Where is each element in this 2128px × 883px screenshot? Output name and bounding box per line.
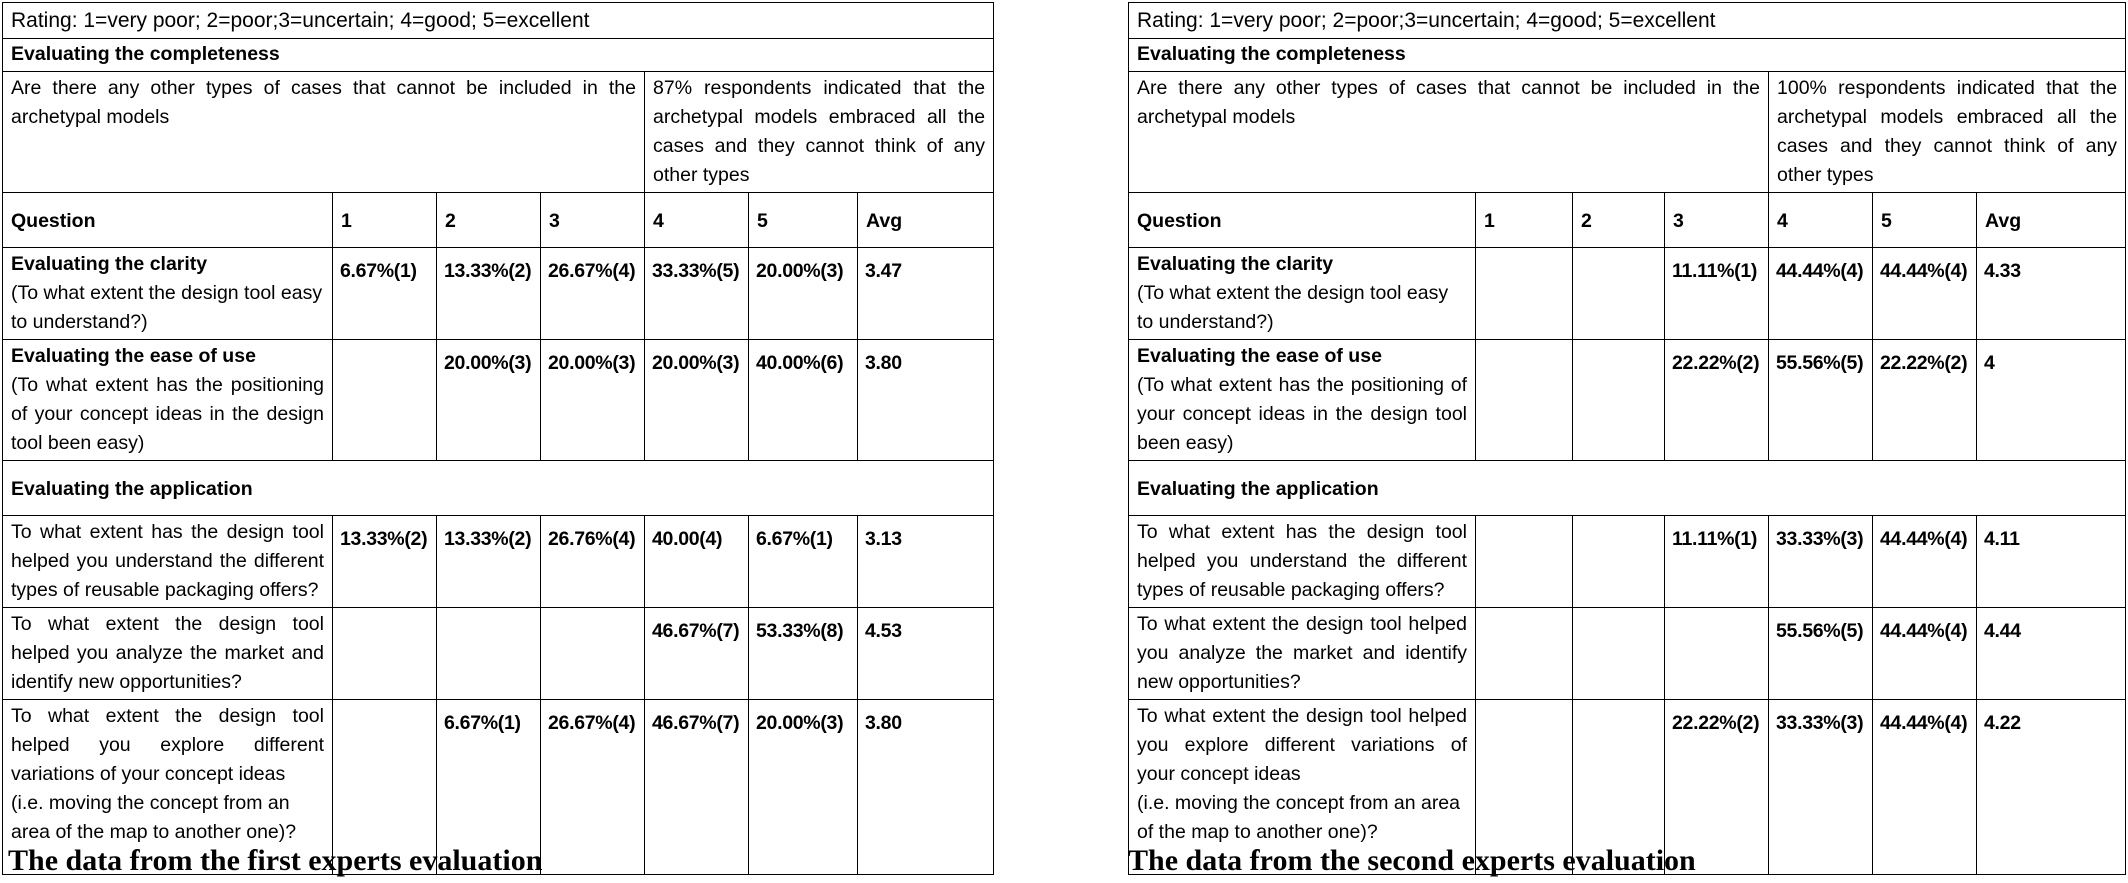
- app-q2-value-3: [1665, 608, 1769, 700]
- column-header-2: 2: [437, 193, 541, 248]
- app-q3-value-5: 44.44%(4): [1873, 700, 1977, 875]
- app-q3-value-4: 46.67%(7): [645, 700, 749, 875]
- app-q2-value-2: [437, 608, 541, 700]
- evaluation-table-second: [1128, 2, 2125, 875]
- app-question-3-note: (i.e. moving the concept from an area of the map to another one)?: [11, 792, 297, 843]
- column-header-avg: Avg: [1977, 193, 2126, 248]
- completeness-question: Are there any other types of cases that cannot be included in the archetypal models: [3, 72, 645, 193]
- app-q1-value-1: [1476, 516, 1573, 608]
- app-q3-avg: 3.80: [858, 700, 994, 875]
- results-table: [2, 2, 994, 875]
- column-header-5: 5: [749, 193, 858, 248]
- application-heading: Evaluating the application: [1129, 461, 2126, 516]
- rating-scale: Rating: 1=very poor; 2=poor;3=uncertain; 4=good; 5=excellent: [3, 3, 994, 39]
- clarity-value-5: 44.44%(4): [1873, 248, 1977, 340]
- question-cell: [3, 340, 333, 461]
- table-caption: The data from the second experts evaluation: [1128, 844, 1696, 877]
- column-header-1: 1: [1476, 193, 1573, 248]
- column-header-1: 1: [333, 193, 437, 248]
- ease-value-2: [1573, 340, 1665, 461]
- completeness-answer: 87% respondents indicated that the archetypal models embraced all the cases and they cannot think of any other types: [645, 72, 994, 193]
- app-q3-value-4: 33.33%(3): [1769, 700, 1873, 875]
- app-q2-value-4: 46.67%(7): [645, 608, 749, 700]
- app-q2-value-5: 44.44%(4): [1873, 608, 1977, 700]
- column-header-question: Question: [1129, 193, 1476, 248]
- column-header-5: 5: [1873, 193, 1977, 248]
- question-cell: [1129, 340, 1476, 461]
- app-q2-value-3: [541, 608, 645, 700]
- app-q2-value-1: [1476, 608, 1573, 700]
- results-table: [1128, 2, 2126, 875]
- column-header-3: 3: [541, 193, 645, 248]
- application-heading: Evaluating the application: [3, 461, 994, 516]
- clarity-title: Evaluating the clarity: [11, 253, 208, 275]
- clarity-value-1: [1476, 248, 1573, 340]
- column-header-3: 3: [1665, 193, 1769, 248]
- ease-value-5: 40.00%(6): [749, 340, 858, 461]
- ease-title: Evaluating the ease of use: [1137, 345, 1382, 367]
- app-q1-avg: 3.13: [858, 516, 994, 608]
- app-q1-value-3: 11.11%(1): [1665, 516, 1769, 608]
- ease-value-1: [1476, 340, 1573, 461]
- question-cell: [3, 248, 333, 340]
- app-q2-avg: 4.44: [1977, 608, 2126, 700]
- ease-avg: 4: [1977, 340, 2126, 461]
- app-q1-value-4: 33.33%(3): [1769, 516, 1873, 608]
- ease-value-2: 20.00%(3): [437, 340, 541, 461]
- clarity-value-5: 20.00%(3): [749, 248, 858, 340]
- completeness-heading: Evaluating the completeness: [1129, 39, 2126, 72]
- app-q3-value-5: 20.00%(3): [749, 700, 858, 875]
- app-q1-value-5: 44.44%(4): [1873, 516, 1977, 608]
- ease-value-4: 20.00%(3): [645, 340, 749, 461]
- table-caption: The data from the first experts evaluation: [8, 844, 543, 877]
- ease-note: (To what extent has the positioning of your concept ideas in the design tool been easy): [1137, 374, 1467, 454]
- clarity-title: Evaluating the clarity: [1137, 253, 1334, 275]
- column-header-question: Question: [3, 193, 333, 248]
- app-q1-value-2: [1573, 516, 1665, 608]
- clarity-value-3: 26.67%(4): [541, 248, 645, 340]
- clarity-value-1: 6.67%(1): [333, 248, 437, 340]
- completeness-heading: Evaluating the completeness: [3, 39, 994, 72]
- app-q2-value-4: 55.56%(5): [1769, 608, 1873, 700]
- question-cell: [1129, 248, 1476, 340]
- clarity-avg: 3.47: [858, 248, 994, 340]
- ease-avg: 3.80: [858, 340, 994, 461]
- clarity-note: (To what extent the design tool easy to understand?): [1137, 282, 1449, 333]
- column-header-4: 4: [645, 193, 749, 248]
- app-q2-value-1: [333, 608, 437, 700]
- ease-value-1: [333, 340, 437, 461]
- app-q3-avg: 4.22: [1977, 700, 2126, 875]
- ease-value-3: 22.22%(2): [1665, 340, 1769, 461]
- app-q3-value-3: 26.67%(4): [541, 700, 645, 875]
- ease-value-3: 20.00%(3): [541, 340, 645, 461]
- app-question-3-note: (i.e. moving the concept from an area of the map to another one)?: [1137, 792, 1460, 843]
- app-question-3: To what extent the design tool helped you explore different variations of your concept ideas: [11, 705, 324, 785]
- evaluation-table-first: [2, 2, 993, 875]
- rating-scale: Rating: 1=very poor; 2=poor;3=uncertain; 4=good; 5=excellent: [1129, 3, 2126, 39]
- app-q1-value-1: 13.33%(2): [333, 516, 437, 608]
- app-q1-avg: 4.11: [1977, 516, 2126, 608]
- completeness-question: Are there any other types of cases that cannot be included in the archetypal models: [1129, 72, 1769, 193]
- column-header-avg: Avg: [858, 193, 994, 248]
- clarity-value-2: [1573, 248, 1665, 340]
- app-q3-value-2: 6.67%(1): [437, 700, 541, 875]
- column-header-4: 4: [1769, 193, 1873, 248]
- clarity-value-4: 33.33%(5): [645, 248, 749, 340]
- column-header-2: 2: [1573, 193, 1665, 248]
- app-q1-value-3: 26.76%(4): [541, 516, 645, 608]
- completeness-answer: 100% respondents indicated that the archetypal models embraced all the cases and they cannot think of any other types: [1769, 72, 2126, 193]
- app-question-2: To what extent the design tool helped you analyze the market and identify new opportunities?: [1129, 608, 1476, 700]
- app-question-3: To what extent the design tool helped you explore different variations of your concept ideas: [1137, 705, 1467, 785]
- app-question-1: To what extent has the design tool helped you understand the different types of reusable packaging offers?: [1129, 516, 1476, 608]
- app-q1-value-4: 40.00(4): [645, 516, 749, 608]
- app-q3-value-3: 22.22%(2): [1665, 700, 1769, 875]
- ease-note: (To what extent has the positioning of your concept ideas in the design tool been easy): [11, 374, 324, 454]
- app-q1-value-5: 6.67%(1): [749, 516, 858, 608]
- clarity-note: (To what extent the design tool easy to understand?): [11, 282, 323, 333]
- clarity-value-2: 13.33%(2): [437, 248, 541, 340]
- clarity-value-4: 44.44%(4): [1769, 248, 1873, 340]
- app-q2-value-5: 53.33%(8): [749, 608, 858, 700]
- app-q2-value-2: [1573, 608, 1665, 700]
- app-q1-value-2: 13.33%(2): [437, 516, 541, 608]
- app-question-2: To what extent the design tool helped you analyze the market and identify new opportunities?: [3, 608, 333, 700]
- clarity-avg: 4.33: [1977, 248, 2126, 340]
- ease-value-4: 55.56%(5): [1769, 340, 1873, 461]
- app-q2-avg: 4.53: [858, 608, 994, 700]
- clarity-value-3: 11.11%(1): [1665, 248, 1769, 340]
- app-question-1: To what extent has the design tool helped you understand the different types of reusable packaging offers?: [3, 516, 333, 608]
- ease-value-5: 22.22%(2): [1873, 340, 1977, 461]
- ease-title: Evaluating the ease of use: [11, 345, 256, 367]
